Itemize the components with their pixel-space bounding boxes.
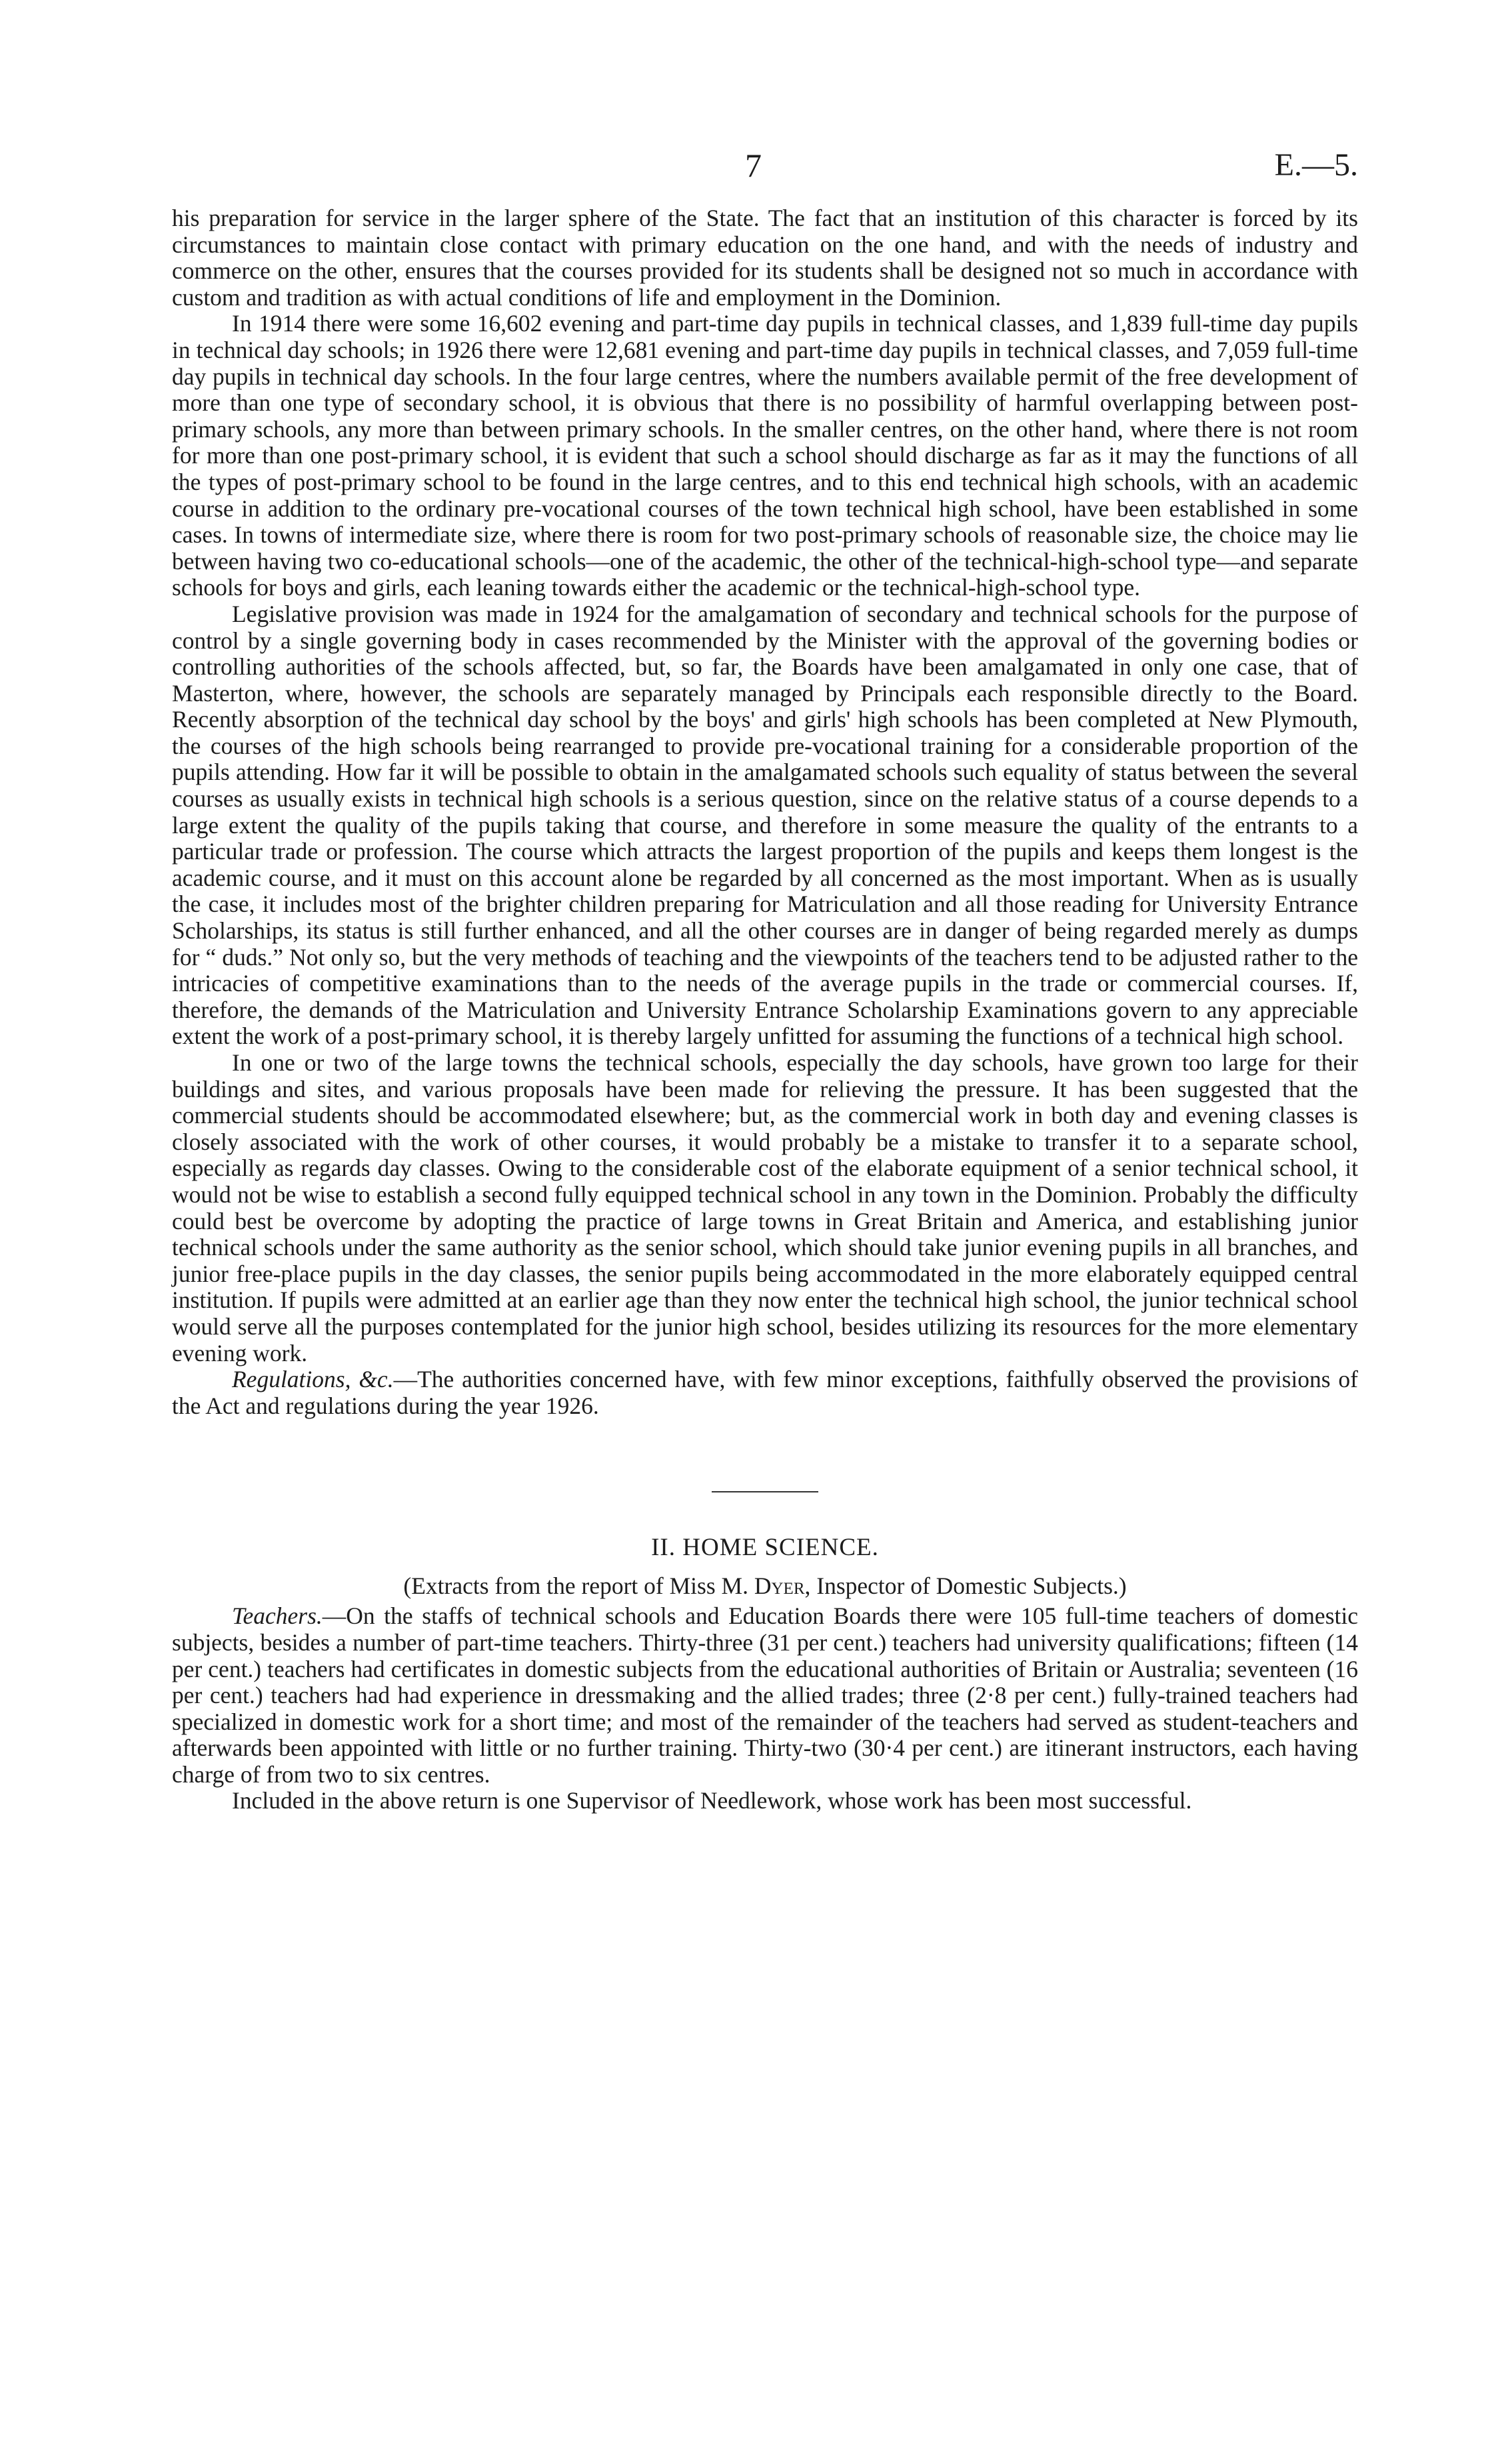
- page-number: 7: [745, 147, 762, 184]
- inspector-name: Dyer: [754, 1572, 805, 1600]
- series-code: E.—5.: [1274, 147, 1358, 183]
- paragraph-needlework: Included in the above return is one Supervisor of Needlework, whose work has been most successful.: [232, 1787, 1192, 1814]
- paragraph-large-towns: In one or two of the large towns the technical schools, especially the day schools, have grown too large for their buildings and sites, and various proposals have been made for relieving the pressure. It has been suggested that the commercial students should be accommodated elsewhere; but, as the commercial work in both day and evening classes is closely associated with the work of other courses, it would probably be a mistake to transfer it to a separate school, especially as regards day classes. Owing to the considerable cost of the elaborate equipment of a senior technical school, it would not be wise to establish a second fully equipped technical school in any town in the Dominion. Probably the difficulty could best be overcome by adopting the practice of large towns in Great Britain and America, and establishing junior technical schools under the same authority as the senior school, which should take junior evening pupils in all branches, and junior free-place pupils in the day classes, the senior pupils being accommodated in the more elaborately equipped central institution. If pupils were admitted at an earlier age than they now enter the technical high school, the junior technical school would serve all the purposes contemplated for the junior high school, besides utilizing its resources for the more elementary evening work.: [172, 1049, 1358, 1366]
- paragraph-continuation: his preparation for service in the larger sphere of the State. The fact that an institution of this character is forced by its circumstances to maintain close contact with primary education on the one hand, and with the needs of industry and commerce on the other, ensures that the courses provided for its students shall be designed not so much in accordance with custom and tradition as with actual conditions of life and employment in the Dominion.: [172, 205, 1358, 311]
- section-divider: [712, 1491, 818, 1492]
- paragraph-regulations: [172, 1366, 1358, 1419]
- subheading-text: , Inspector of Domestic Subjects.): [804, 1572, 1127, 1600]
- section-heading: II. HOME SCIENCE.: [651, 1534, 879, 1562]
- paragraph-amalgamation: Legislative provision was made in 1924 for the amalgamation of secondary and technical schools for the purpose of control by a single governing body in cases recommended by the Minister with the approval of the governing bodies or controlling authorities of the schools affected, but, so far, the Boards have been amalgamated in only one case, that of Masterton, where, however, the schools are separately managed by Principals each responsible directly to the Board. Recently absorption of the technical day school by the boys' and girls' high schools has been completed at New Plymouth, the courses of the high schools being rearranged to provide pre-vocational training for a considerable proportion of the pupils attending. How far it will be possible to obtain in the amalgamated schools such equality of status between the several courses as usually exists in technical high schools is a serious question, since on the relative status of a course depends to a large extent the quality of the pupils taking that course, and therefore in some measure the quality of the entrants to a particular trade or profession. The course which attracts the largest proportion of the pupils and keeps them longest is the academic course, and it must on this account alone be regarded by all concerned as the most important. When as is usually the case, it includes most of the brighter children preparing for Matriculation and all those reading for University Entrance Scholarships, its status is still further enhanced, and all the other courses are in danger of being regarded merely as dumps for “ duds.” Not only so, but the very methods of teaching and the viewpoints of the teachers tend to be adjusted rather to the intricacies of competitive examinations than to the needs of the average pupils in the trade or commercial courses. If, therefore, the demands of the Matriculation and University Entrance Scholarship Examinations govern to any appreciable extent the work of a post-primary school, it is thereby largely unfitted for assuming the functions of a technical high school.: [172, 600, 1358, 1050]
- section-subheading: [172, 1572, 1358, 1599]
- paragraph-enrolment-figures: In 1914 there were some 16,602 evening and part-time day pupils in technical classes, and 1,839 full-time day pupils in technical day schools; in 1926 there were 12,681 evening and part-time day pupils in technical classes, and 7,059 full-time day pupils in technical day schools. In the four large centres, where the numbers available permit of the free development of more than one type of secondary school, it is obvious that there is no possibility of harmful overlapping between post-primary schools, any more than between primary schools. In the smaller centres, on the other hand, where there is not room for more than one post-primary school, it is evident that such a school should discharge as far as it may the functions of all the types of post-primary school to be found in the large centres, and to this end technical high schools, with an academic course in addition to the ordinary pre-vocational courses of the town technical high school, have been established in some cases. In towns of intermediate size, where there is room for two post-primary schools of reasonable size, the choice may lie between having two co-educational schools—one of the academic, the other of the technical-high-school type—and separate schools for boys and girls, each leaning towards either the academic or the technical-high-school type.: [172, 310, 1358, 601]
- run-in-heading: Regulations, &c.: [232, 1366, 394, 1393]
- paragraph-text: —On the staffs of technical schools and Education Boards there were 105 full-time teachers of domestic subjects, besides a number of part-time teachers. Thirty-three (31 per cent.) teachers had university qualifications; fifteen (14 per cent.) teachers had certificates in domestic subjects from the educational authorities of Britain or Australia; seventeen (16 per cent.) teachers had had experience in dressmaking and the allied trades; three (2·8 per cent.) fully-trained teachers had specialized in domestic work for a short time; and most of the remainder of the teachers had served as student-teachers and afterwards been appointed with little or no further training. Thirty-two (30·4 per cent.) are itinerant instructors, each having charge of from two to six centres.: [172, 1602, 1358, 1788]
- paragraph-teachers: [172, 1603, 1358, 1788]
- page-header: [172, 145, 1358, 185]
- body-text: [172, 205, 1358, 1814]
- paragraph-text: —The authorities concerned have, with few minor exceptions, faithfully observed the provisions of the Act and regulations during the year 1926.: [172, 1366, 1359, 1419]
- subheading-text: (Extracts from the report of Miss M.: [403, 1572, 754, 1600]
- run-in-heading: Teachers.: [232, 1602, 323, 1630]
